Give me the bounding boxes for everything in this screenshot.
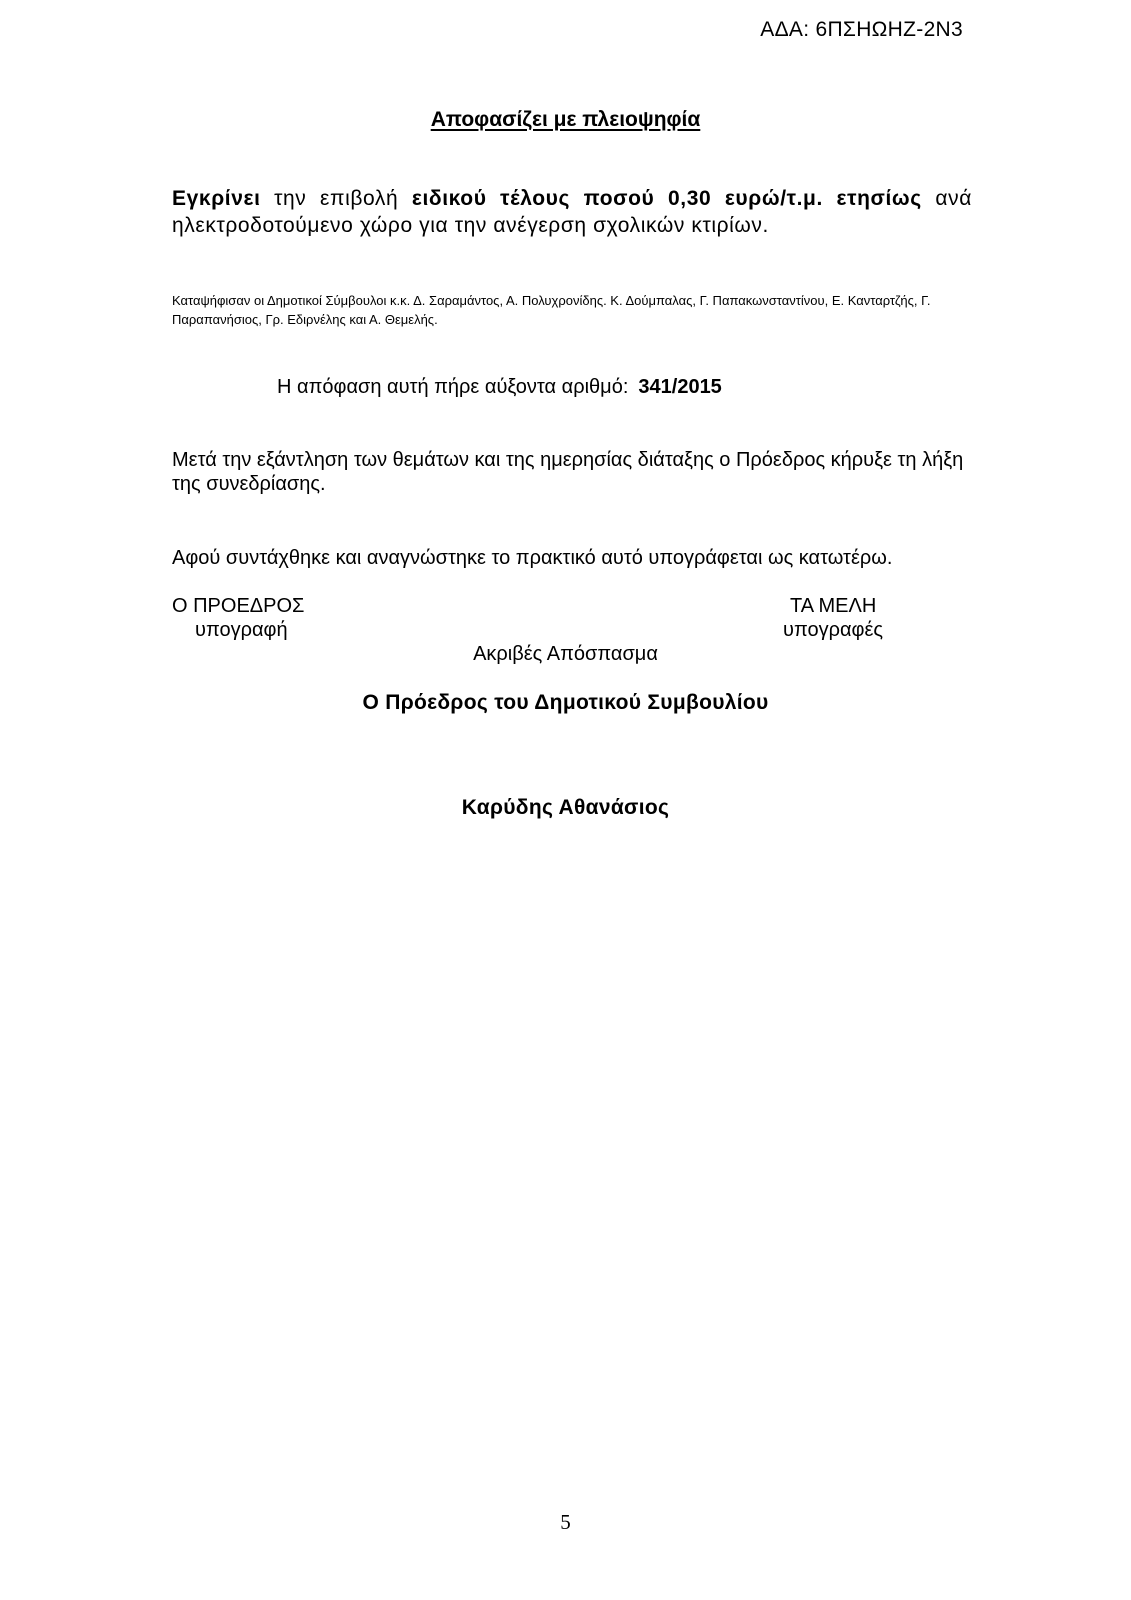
ada-code: ΑΔΑ: 6ΠΣΗΩΗΖ-2Ν3: [760, 18, 963, 41]
signer-name: Καρύδης Αθανάσιος: [461, 796, 670, 819]
president-title: Ο ΠΡΟΕΔΡΟΣ: [172, 595, 305, 617]
council-president-title: Ο Πρόεδρος του Δημοτικού Συμβουλίου: [362, 691, 769, 714]
decision-number-line: [277, 376, 722, 399]
signed-statement: Αφού συντάχθηκε και αναγνώστηκε το πρακτικό αυτό υπογράφεται ως κατωτέρω.: [172, 547, 893, 569]
decision-verb: Εγκρίνει: [172, 187, 261, 210]
decision-text-1: την επιβολή: [260, 187, 412, 210]
members-title: ΤΑ ΜΕΛΗ: [790, 595, 877, 617]
page-number: 5: [560, 1510, 571, 1534]
decision-heading: Αποφασίζει με πλειοψηφία: [430, 108, 701, 131]
votes-against-note: Καταψήφισαν οι Δημοτικοί Σύμβουλοι κ.κ. Δ. Σαραμάντος, Α. Πολυχρονίδης. Κ. Δούμπαλας, Γ. Παπακωνσταντίνου, Ε. Κανταρτζής, Γ. Παραπανήσιος, Γρ. Εδιρνέλης και Α. Θεμελής.: [172, 293, 931, 327]
decision-number-value: 341/2015: [638, 376, 722, 398]
decision-number-label: Η απόφαση αυτή πήρε αύξοντα αριθμό:: [277, 376, 629, 398]
exact-excerpt-label: Ακριβές Απόσπασμα: [473, 643, 658, 665]
decision-paragraph: [172, 185, 972, 239]
decision-emphasis: ειδικού τέλους ποσού 0,30 ευρώ/τ.μ. ετησίως: [411, 187, 922, 210]
decision-text-2: ανά ηλεκτροδοτούμενο χώρο για την ανέγερση σχολικών κτιρίων.: [172, 187, 972, 237]
members-signature: υπογραφές: [783, 619, 884, 641]
president-signature: υπογραφή: [195, 619, 288, 641]
closing-paragraph: Μετά την εξάντληση των θεμάτων και της ημερησίας διάταξης ο Πρόεδρος κήρυξε τη λήξη της συνεδρίασης.: [172, 449, 964, 495]
